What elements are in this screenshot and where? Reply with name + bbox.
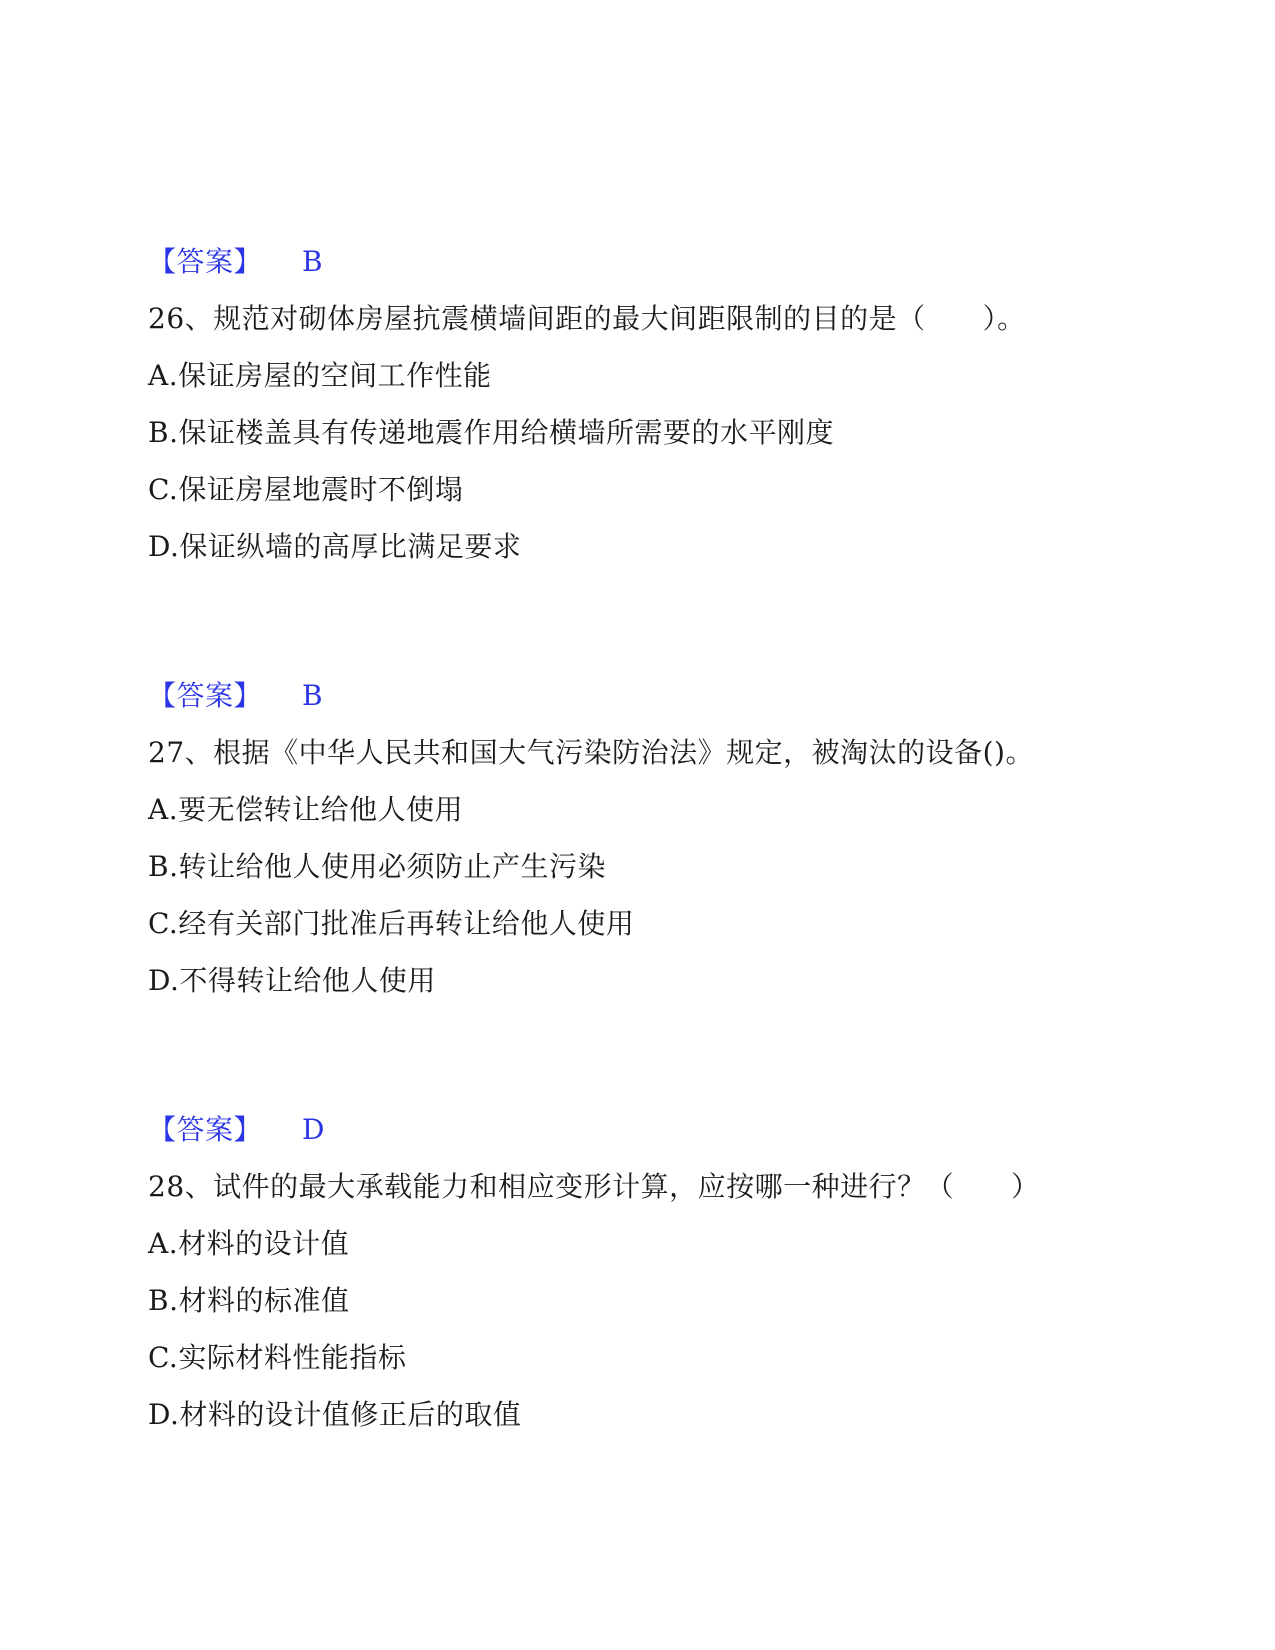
question-block-27 (148, 667, 1148, 1009)
option-b: B.保证楼盖具有传递地震作用给横墙所需要的水平刚度 (148, 416, 834, 449)
question-text: 26、规范对砌体房屋抗震横墙间距的最大间距限制的目的是（ ）。 (148, 302, 1026, 335)
option-d: D.材料的设计值修正后的取值 (148, 1398, 522, 1431)
answer-value: B (302, 679, 324, 712)
option-a: A.要无偿转让给他人使用 (148, 793, 464, 826)
answer-line (148, 1101, 1148, 1158)
answer-label: 【答案】 (148, 679, 263, 712)
option-c: C.经有关部门批准后再转让给他人使用 (148, 907, 635, 940)
option-b: B.转让给他人使用必须防止产生污染 (148, 850, 606, 883)
question-block-26 (148, 233, 1148, 575)
answer-value: B (302, 245, 324, 278)
option-d: D.保证纵墙的高厚比满足要求 (148, 530, 522, 563)
option-c: C.保证房屋地震时不倒塌 (148, 473, 464, 506)
answer-line (148, 667, 1148, 724)
question-block-28 (148, 1101, 1148, 1443)
option-a: A.材料的设计值 (148, 1227, 350, 1260)
option-a: A.保证房屋的空间工作性能 (148, 359, 492, 392)
answer-label: 【答案】 (148, 245, 263, 278)
answer-line (148, 233, 1148, 290)
option-b: B.材料的标准值 (148, 1284, 350, 1317)
answer-label: 【答案】 (148, 1113, 263, 1146)
option-d: D.不得转让给他人使用 (148, 964, 436, 997)
answer-value: D (302, 1113, 325, 1146)
question-text: 28、试件的最大承载能力和相应变形计算，应按哪一种进行？（ ） (148, 1170, 1040, 1203)
option-c: C.实际材料性能指标 (148, 1341, 407, 1374)
question-text: 27、根据《中华人民共和国大气污染防治法》规定，被淘汰的设备()。 (148, 736, 1034, 769)
